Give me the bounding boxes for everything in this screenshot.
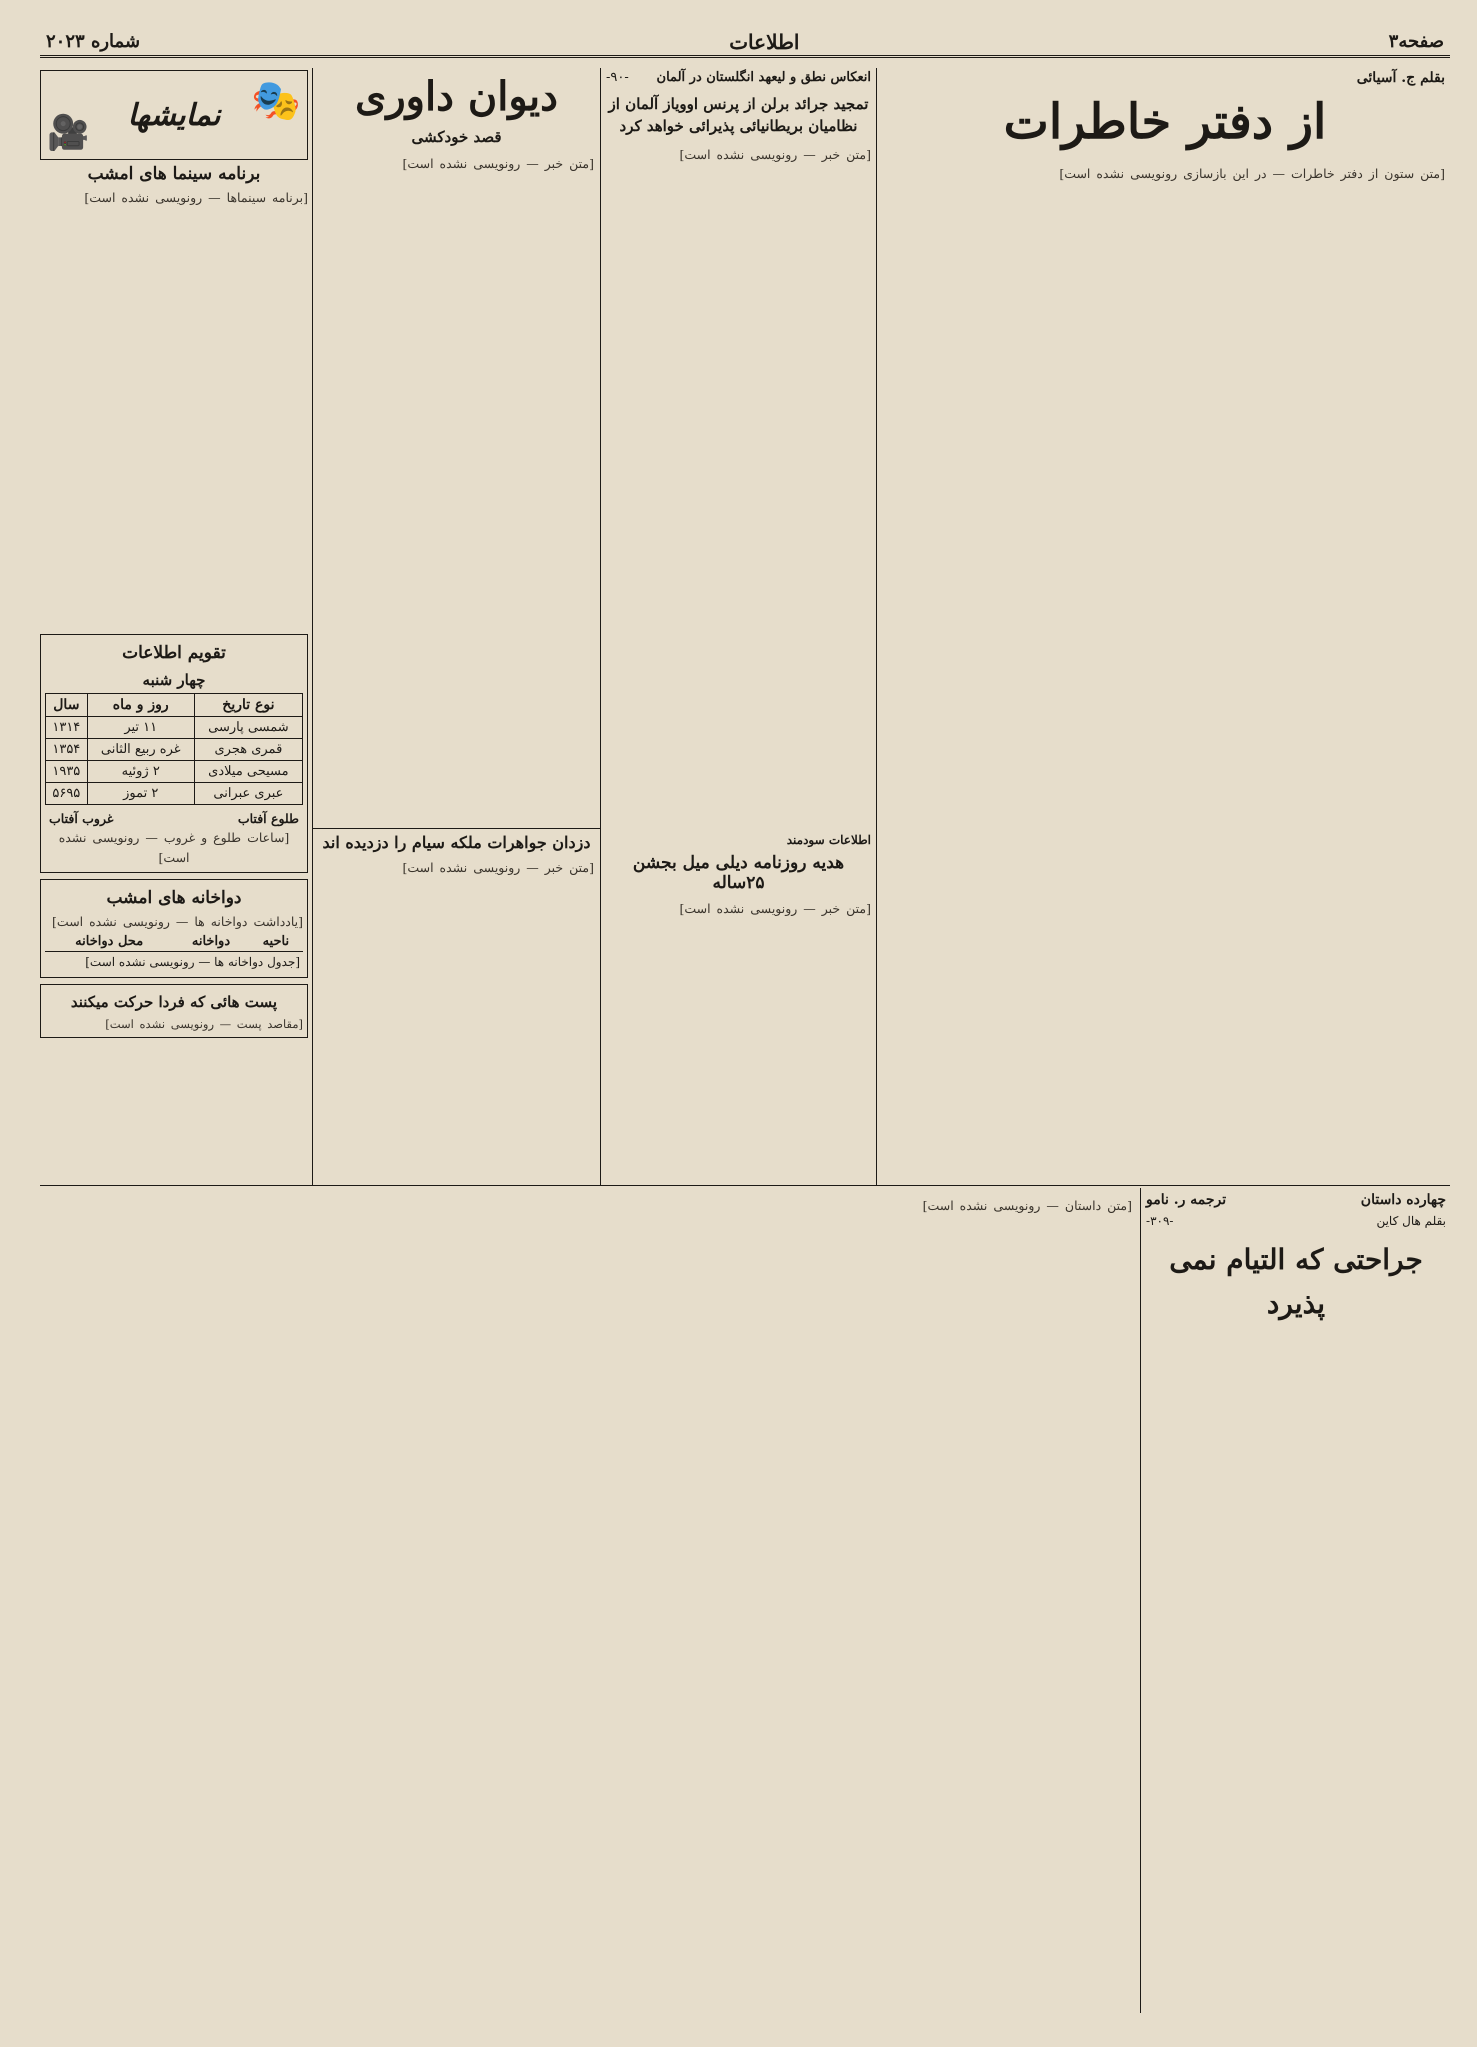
calendar-header: نوع تاریخ (194, 694, 302, 717)
calendar-cell: مسیحی میلادی (194, 761, 302, 783)
post-body: [مقاصد پست — رونویسی نشده است] (105, 1017, 303, 1031)
court-subtitle: قصد خودکشی (411, 128, 502, 146)
pharmacy-table (45, 932, 303, 973)
pharmacy-rows: [جدول دواخانه ها — رونویسی نشده است] (85, 955, 300, 969)
story-header (1146, 1192, 1446, 1392)
memoirs-title: از دفتر خاطرات (1003, 94, 1327, 150)
royal-gift-article (606, 833, 871, 1178)
projector-icon: 🎥 (47, 113, 90, 153)
jewels-body: [متن خبر — رونویسی نشده است] (402, 860, 594, 875)
royal-body: [متن خبر — رونویسی نشده است] (679, 901, 871, 916)
calendar-row (46, 717, 303, 739)
sun-times: [ساعات طلوع و غروب — رونویسی نشده است] (58, 830, 290, 865)
newspaper-page (40, 28, 1450, 2013)
court-body: [متن خبر — رونویسی نشده است] (402, 156, 594, 171)
theatre-curtain-icon: 🎭 (251, 78, 301, 124)
calendar-row (46, 739, 303, 761)
post-title: پست هائی که فردا حرکت میکنند (70, 993, 278, 1011)
calendar-row (46, 783, 303, 805)
sunrise-row (45, 809, 303, 828)
calendar-header: سال (46, 694, 88, 717)
pharmacy-note: [یادداشت دواخانه ها — رونویسی نشده است] (52, 914, 303, 929)
calendar-cell: ۲ ژوئیه (87, 761, 194, 783)
memoirs-column (885, 70, 1445, 1180)
pharmacy-title: دواخانه های امشب (106, 888, 242, 908)
jewels-headline: دزدان جواهرات ملکه سیام را دزدیده اند (322, 833, 591, 852)
calendar-cell: شمسی پارسی (194, 717, 302, 739)
page-number: صفحه۳ (1388, 31, 1444, 52)
calendar-cell: قمری هجری (194, 739, 302, 761)
royal-byline: اطلاعات سودمند (786, 833, 871, 847)
story-body (40, 1192, 1140, 2007)
pharmacy-header: محل دواخانه (45, 932, 173, 952)
jewel-theft-article (319, 833, 594, 1178)
echo-page-number: -۹۰- (606, 70, 629, 85)
story-text: [متن داستان — رونویسی نشده است] (922, 1198, 1132, 1213)
echo-header: انعکاس نطق و لیعهد انگلستان در آلمان (656, 70, 871, 85)
story-translator: ترجمه ر. نامو (1146, 1192, 1227, 1208)
theatre-column (40, 70, 308, 1180)
sunset-label: غروب آفتاب (49, 811, 114, 826)
calendar-cell: ۲ تموز (87, 783, 194, 805)
sunrise-label: طلوع آفتاب (237, 811, 299, 826)
newspaper-title: اطلاعات (729, 29, 800, 54)
calendar-cell: ۵۶۹۵ (46, 783, 88, 805)
court-article (319, 70, 594, 820)
pharmacy-row (45, 952, 303, 974)
memoirs-byline: بقلم ج. آسیائی (1356, 70, 1445, 86)
story-author: بقلم هال کاین (1376, 1214, 1446, 1228)
calendar-header: روز و ماه (87, 694, 194, 717)
calendar-day: چهار شنبه (142, 671, 206, 689)
calendar-table (45, 693, 303, 805)
calendar-cell: ۱۹۳۵ (46, 761, 88, 783)
masthead (40, 28, 1450, 58)
calendar-box (40, 634, 308, 873)
story-series: چهارده داستان (1360, 1192, 1446, 1208)
calendar-cell: ۱۳۱۴ (46, 717, 88, 739)
echo-subtitle: تمجید جرائد برلن از پرنس اوویاز آلمان از نظامیان بریطانیائی پذیرائی خواهد کرد (608, 95, 869, 135)
theatre-logo (40, 70, 308, 160)
calendar-title: تقویم اطلاعات (122, 643, 226, 663)
court-title: دیوان داوری (355, 73, 558, 120)
story-number: -۳۰۹- (1146, 1214, 1174, 1228)
pharmacy-header: دواخانه (173, 932, 248, 952)
theatre-logo-title: نمایشها (127, 97, 221, 133)
calendar-cell: ۱۳۵۴ (46, 739, 88, 761)
cinema-schedule: [برنامه سینماها — رونویسی نشده است] (84, 190, 308, 205)
issue-number: شماره ۲۰۲۳ (46, 31, 141, 52)
calendar-cell: غره ربیع الثانی (87, 739, 194, 761)
royal-headline: هدیه روزنامه دیلی میل بجشن ۲۵ساله (632, 853, 845, 893)
calendar-row (46, 761, 303, 783)
echo-body: [متن خبر — رونویسی نشده است] (679, 147, 871, 162)
cinema-heading: برنامه سینما های امشب (87, 164, 261, 184)
pharmacy-box (40, 879, 308, 978)
pharmacy-header: ناحیه (249, 932, 303, 952)
memoirs-body: [متن ستون از دفتر خاطرات — در این بازسازی رونویسی نشده است] (1059, 166, 1445, 181)
calendar-cell: ۱۱ تیر (87, 717, 194, 739)
calendar-cell: عبری عبرانی (194, 783, 302, 805)
post-box (40, 984, 308, 1038)
story-title: جراحتی که التیام نمی پذیرد (1169, 1243, 1423, 1320)
